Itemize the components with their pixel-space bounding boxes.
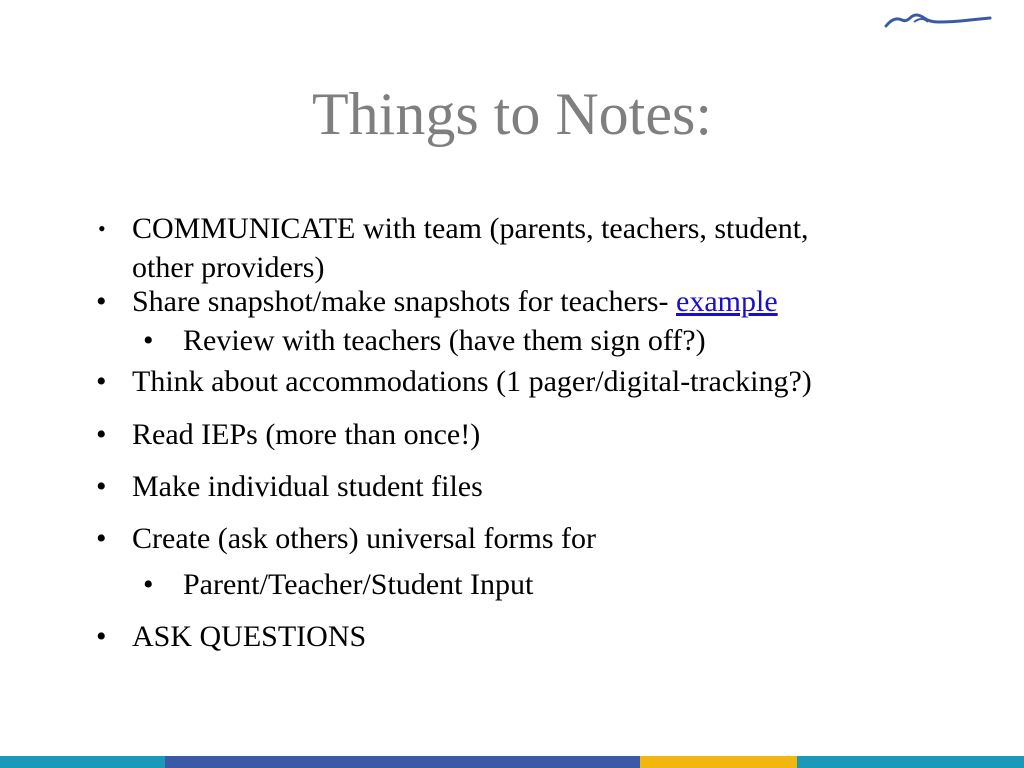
subbullet-input	[143, 566, 534, 604]
footer-bar-segment	[165, 756, 330, 768]
bullet-read-ieps	[96, 416, 481, 454]
slide-title: Things to Notes:	[312, 81, 712, 147]
subbullet-review-with-teachers	[143, 322, 706, 360]
footer-bar-segment	[0, 756, 165, 768]
bullet-communicate	[98, 210, 809, 248]
bullet-marker: •	[96, 522, 107, 555]
footer-bar-segment	[330, 756, 495, 768]
bullet-share-snapshot	[96, 283, 778, 321]
bullet-text: ASK QUESTIONS	[132, 620, 367, 653]
bullet-text: Think about accommodations (1 pager/digital-tracking?)	[132, 365, 812, 398]
bullet-text: Review with teachers (have them sign off?)	[183, 324, 706, 357]
footer-bar-segment	[797, 756, 1024, 768]
bullet-marker: •	[143, 324, 154, 357]
bullet-text: Read IEPs (more than once!)	[132, 418, 481, 451]
example-link[interactable]: example	[676, 285, 778, 318]
bullet-marker: •	[96, 418, 107, 451]
bullet-universal-forms	[96, 520, 597, 558]
bullet-marker: •	[96, 620, 107, 653]
bullet-text: Parent/Teacher/Student Input	[183, 568, 534, 601]
bullet-text: Create (ask others) universal forms for	[132, 522, 597, 555]
bullet-marker: •	[96, 470, 107, 503]
bullet-marker: •	[143, 568, 154, 601]
bullet-student-files	[96, 468, 483, 506]
bullet-accommodations	[96, 363, 812, 401]
bullet-marker: •	[98, 216, 106, 241]
bullet-text: Share snapshot/make snapshots for teachers-	[132, 285, 677, 318]
bullet-text: other providers)	[132, 251, 325, 284]
bullet-marker: •	[96, 365, 107, 398]
bullet-marker: •	[96, 285, 107, 318]
bullet-ask-questions	[96, 618, 367, 656]
bullet-text: Make individual student files	[132, 470, 483, 503]
mountain-logo-icon	[884, 10, 994, 32]
bullet-communicate-continued	[132, 249, 324, 287]
footer-bar-segment	[495, 756, 640, 768]
footer-color-bar	[0, 756, 1024, 768]
bullet-text: COMMUNICATE with team (parents, teachers, student,	[132, 212, 809, 245]
footer-bar-segment	[640, 756, 797, 768]
